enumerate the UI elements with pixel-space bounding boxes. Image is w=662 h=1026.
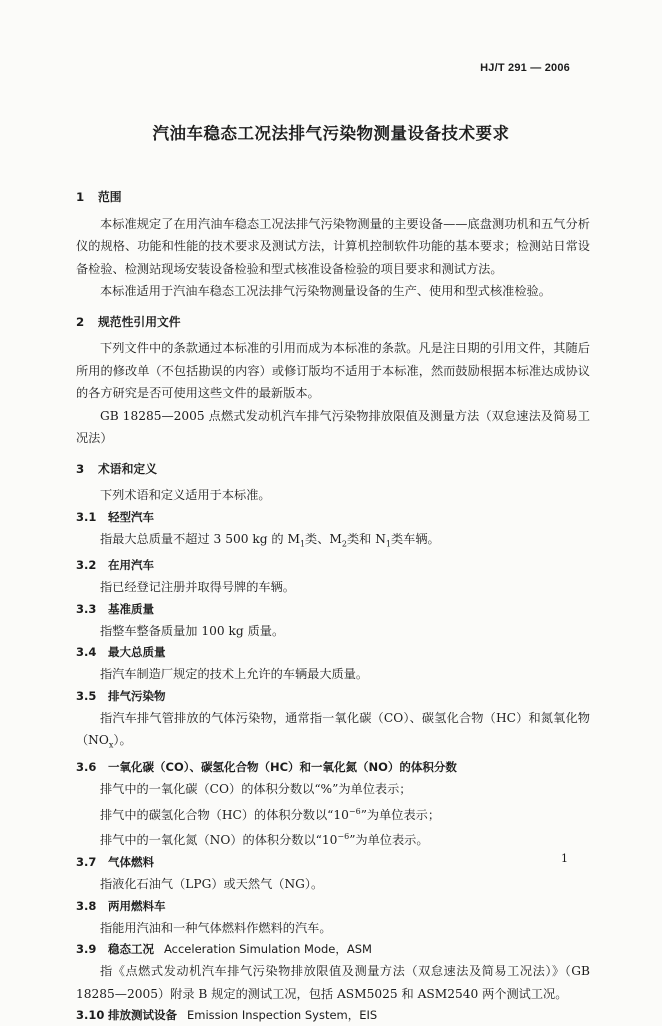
term-number: 3.6	[76, 760, 97, 775]
term-title: 气体燃料	[108, 855, 154, 869]
term-english-title: Emission Inspection System，EIS	[187, 1008, 378, 1022]
term-number: 3.9	[76, 942, 97, 956]
term-number: 3.1	[76, 509, 97, 524]
term-number: 3.7	[76, 855, 97, 869]
term-definition: 指能用汽油和一种气体燃料作燃料的汽车。	[100, 920, 332, 935]
term-heading	[76, 896, 590, 917]
document-title: 汽油车稳态工况法排气污染物测量设备技术要求	[152, 124, 510, 143]
term-definition: 指液化石油气（LPG）或天然气（NG）。	[100, 877, 324, 891]
paragraph: 本标准规定了在用汽油车稳态工况法排气污染物测量的主要设备——底盘测功机和五气分析仪的规格、功能和性能的技术要求及测试方法，计算机控制软件功能的基本要求；检测站日常设备检验、检测站现场安装设备检验和型式核准设备检验的项目要求和测试方法。	[76, 216, 590, 276]
reference-item: GB 18285—2005 点燃式发动机汽车排气污染物排放限值及测量方法（双怠速法及简易工况法）	[76, 408, 590, 445]
term-definition-line: 排气中的碳氢化合物（HC）的体积分数以“$10^{-6}$”为单位表示；	[100, 806, 441, 822]
page-number: 1	[561, 852, 568, 865]
term-definition: 指汽车排气管排放的气体污染物，通常指一氧化碳（CO）、碳氢化合物（HC）和氮氧化物$(NO_x)$。	[76, 710, 590, 750]
term-number: 3.10	[76, 1008, 105, 1022]
term-heading	[76, 1005, 590, 1026]
term-definition-line: 排气中的一氧化碳（CO）的体积分数以“%”为单位表示；	[100, 782, 412, 797]
term-title: 一氧化碳（CO）、碳氢化合物（HC）和一氧化氮（NO）的体积分数	[108, 760, 457, 775]
paragraph: 本标准适用于汽油车稳态工况法排气污染物测量设备的生产、使用和型式核准检验。	[100, 284, 551, 298]
term-heading	[76, 686, 590, 707]
term-number: 3.5	[76, 688, 97, 703]
term-definition-line: 排气中的一氧化氮（NO）的体积分数以“$10^{-6}$”为单位表示。	[100, 832, 429, 848]
term-heading	[76, 757, 590, 778]
term-title: 排放测试设备	[108, 1008, 177, 1022]
term-number: 3.8	[76, 898, 97, 913]
term-heading	[76, 599, 590, 620]
term-title: 基准质量	[108, 601, 154, 616]
term-title: 最大总质量	[108, 645, 166, 660]
term-title: 在用汽车	[108, 558, 154, 573]
section-3-heading	[76, 458, 590, 481]
term-heading	[76, 852, 590, 873]
term-definition: 指汽车制造厂规定的技术上允许的车辆最大质量。	[100, 667, 369, 682]
term-definition: 指已经登记注册并取得号牌的车辆。	[100, 580, 295, 595]
section-number: 2	[76, 314, 85, 329]
section-title: 术语和定义	[98, 461, 157, 476]
term-title: 稳态工况	[108, 942, 154, 956]
term-number: 3.4	[76, 645, 97, 660]
section-1-heading	[76, 186, 590, 209]
term-title: 排气污染物	[108, 688, 166, 703]
section-title: 范围	[98, 190, 122, 204]
term-definition: 指《点燃式发动机汽车排气污染物排放限值及测量方法（双怠速法及简易工况法）》（GB 18285—2005）附录 B 规定的测试工况，包括 ASM5025 和 ASM2540 两个测试工况。	[76, 964, 590, 1001]
term-heading	[76, 939, 590, 960]
term-number: 3.2	[76, 558, 97, 573]
paragraph: 下列文件中的条款通过本标准的引用而成为本标准的条款。凡是注日期的引用文件，其随后所用的修改单（不包括勘误的内容）或修订版均不适用于本标准，然而鼓励根据本标准达成协议的各方研究是否可使用这些文件的最新版本。	[76, 341, 590, 400]
section-2-heading	[76, 311, 590, 334]
paragraph: 下列术语和定义适用于本标准。	[100, 488, 271, 502]
term-title: 两用燃料车	[108, 898, 166, 913]
term-english-title: Acceleration Simulation Mode，ASM	[164, 942, 372, 956]
section-number: 1	[76, 190, 85, 204]
document-body	[76, 180, 590, 1026]
term-definition: 指整车整备质量加 100 kg 质量。	[100, 623, 285, 638]
section-number: 3	[76, 461, 85, 476]
standard-code: HJ/T 291 — 2006	[480, 62, 570, 74]
term-title: 轻型汽车	[108, 509, 154, 524]
term-definition: 指最大总质量不超过 3 500 kg 的 $M_1$类、$M_2$类和 $N_1$类车辆。	[100, 531, 440, 548]
term-heading	[76, 507, 590, 528]
term-number: 3.3	[76, 601, 97, 616]
term-heading	[76, 555, 590, 576]
section-title: 规范性引用文件	[98, 314, 181, 329]
term-heading	[76, 642, 590, 663]
